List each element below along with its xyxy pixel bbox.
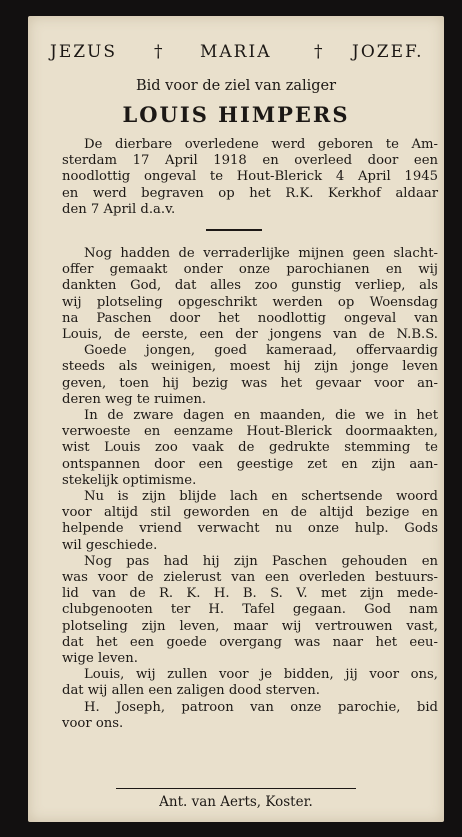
text-line: Goede jongen, goed kameraad, offervaardig	[84, 343, 438, 359]
header-word-maria: MARIA	[200, 42, 272, 62]
text-line: wil geschiede.	[62, 537, 158, 553]
text-line: dat het een goede overgang was naar het eeu-	[62, 634, 438, 650]
text-line: voor altijd stil geworden en de altijd bezige en	[62, 505, 438, 521]
footer-rule	[116, 788, 356, 789]
text-line: clubgenooten ter H. Tafel gegaan. God nam	[62, 602, 438, 618]
cross-icon: †	[154, 42, 165, 62]
text-line: helpende vriend verwacht nu onze hulp. Gods	[62, 521, 438, 537]
text-line: dankten God, dat alles zoo gunstig verliep, als	[62, 278, 438, 294]
memorial-card	[28, 16, 444, 822]
text-line: lid van de R. K. H. B. S. V. met zijn mede-	[62, 586, 438, 602]
text-line: stekelijk optimisme.	[62, 472, 197, 488]
text-line: wige leven.	[62, 651, 138, 667]
text-line: Nog hadden de verraderlijke mijnen geen slacht-	[84, 246, 438, 261]
separator-rule	[206, 229, 262, 231]
text-line: H. Joseph, patroon van onze parochie, bid	[84, 699, 438, 715]
header-word-jozef: JOZEF.	[352, 42, 424, 62]
text-line: noodlottig ongeval te Hout-Blerick 4 April 1945	[62, 169, 438, 185]
text-line: verwoeste en eenzame Hout-Blerick doormaakten,	[62, 424, 438, 440]
text-line: De dierbare overledene werd geboren te Am-	[84, 137, 438, 152]
text-line: plotseling zijn leven, maar wij vertrouwen vast,	[62, 618, 438, 634]
text-line: na Paschen door het noodlottig ongeval van	[62, 310, 438, 326]
text-line: voor ons.	[62, 715, 124, 731]
text-line: en werd begraven op het R.K. Kerkhof aldaar	[62, 185, 438, 201]
text-line: steeds als weinigen, moest hij zijn jonge leven	[62, 359, 438, 375]
text-line: Louis, wij zullen voor je bidden, jij voor ons,	[84, 667, 438, 683]
text-line: Nu is zijn blijde lach en schertsende woord	[84, 489, 438, 505]
text-line: was voor de zielerust van een overleden bestuurs-	[62, 570, 438, 586]
header-line	[28, 42, 444, 64]
text-line: geven, toen hij bezig was het gevaar voor an-	[62, 375, 438, 391]
main-text	[62, 246, 438, 732]
text-line: In de zware dagen en maanden, die we in het	[84, 408, 438, 424]
text-line: den 7 April d.a.v.	[62, 201, 176, 217]
text-line: wij plotseling opgeschrikt werden op Woensdag	[62, 294, 438, 310]
footer-credit: Ant. van Aerts, Koster.	[159, 794, 313, 810]
text-line: offer gemaakt onder onze parochianen en wij	[62, 262, 438, 278]
text-line: ontspannen door een geestige zet en zijn aan-	[62, 456, 438, 472]
text-line: Nog pas had hij zijn Paschen gehouden en	[84, 553, 438, 569]
text-line: sterdam 17 April 1918 en overleed door een	[62, 153, 438, 169]
text-line: wist Louis zoo vaak de gedrukte stemming te	[62, 440, 438, 456]
intro-paragraph	[62, 137, 438, 218]
header-word-jezus: JEZUS	[50, 42, 118, 62]
prayer-line: Bid voor de ziel van zaliger	[135, 78, 337, 94]
text-line: Louis, de eerste, een der jongens van de N.B.S.	[62, 327, 438, 343]
text-line: dat wij allen een zaligen dood sterven.	[62, 683, 320, 699]
text-line: deren weg te ruimen.	[62, 391, 207, 407]
deceased-name: LOUIS HIMPERS	[122, 102, 350, 127]
cross-icon: †	[314, 42, 325, 62]
